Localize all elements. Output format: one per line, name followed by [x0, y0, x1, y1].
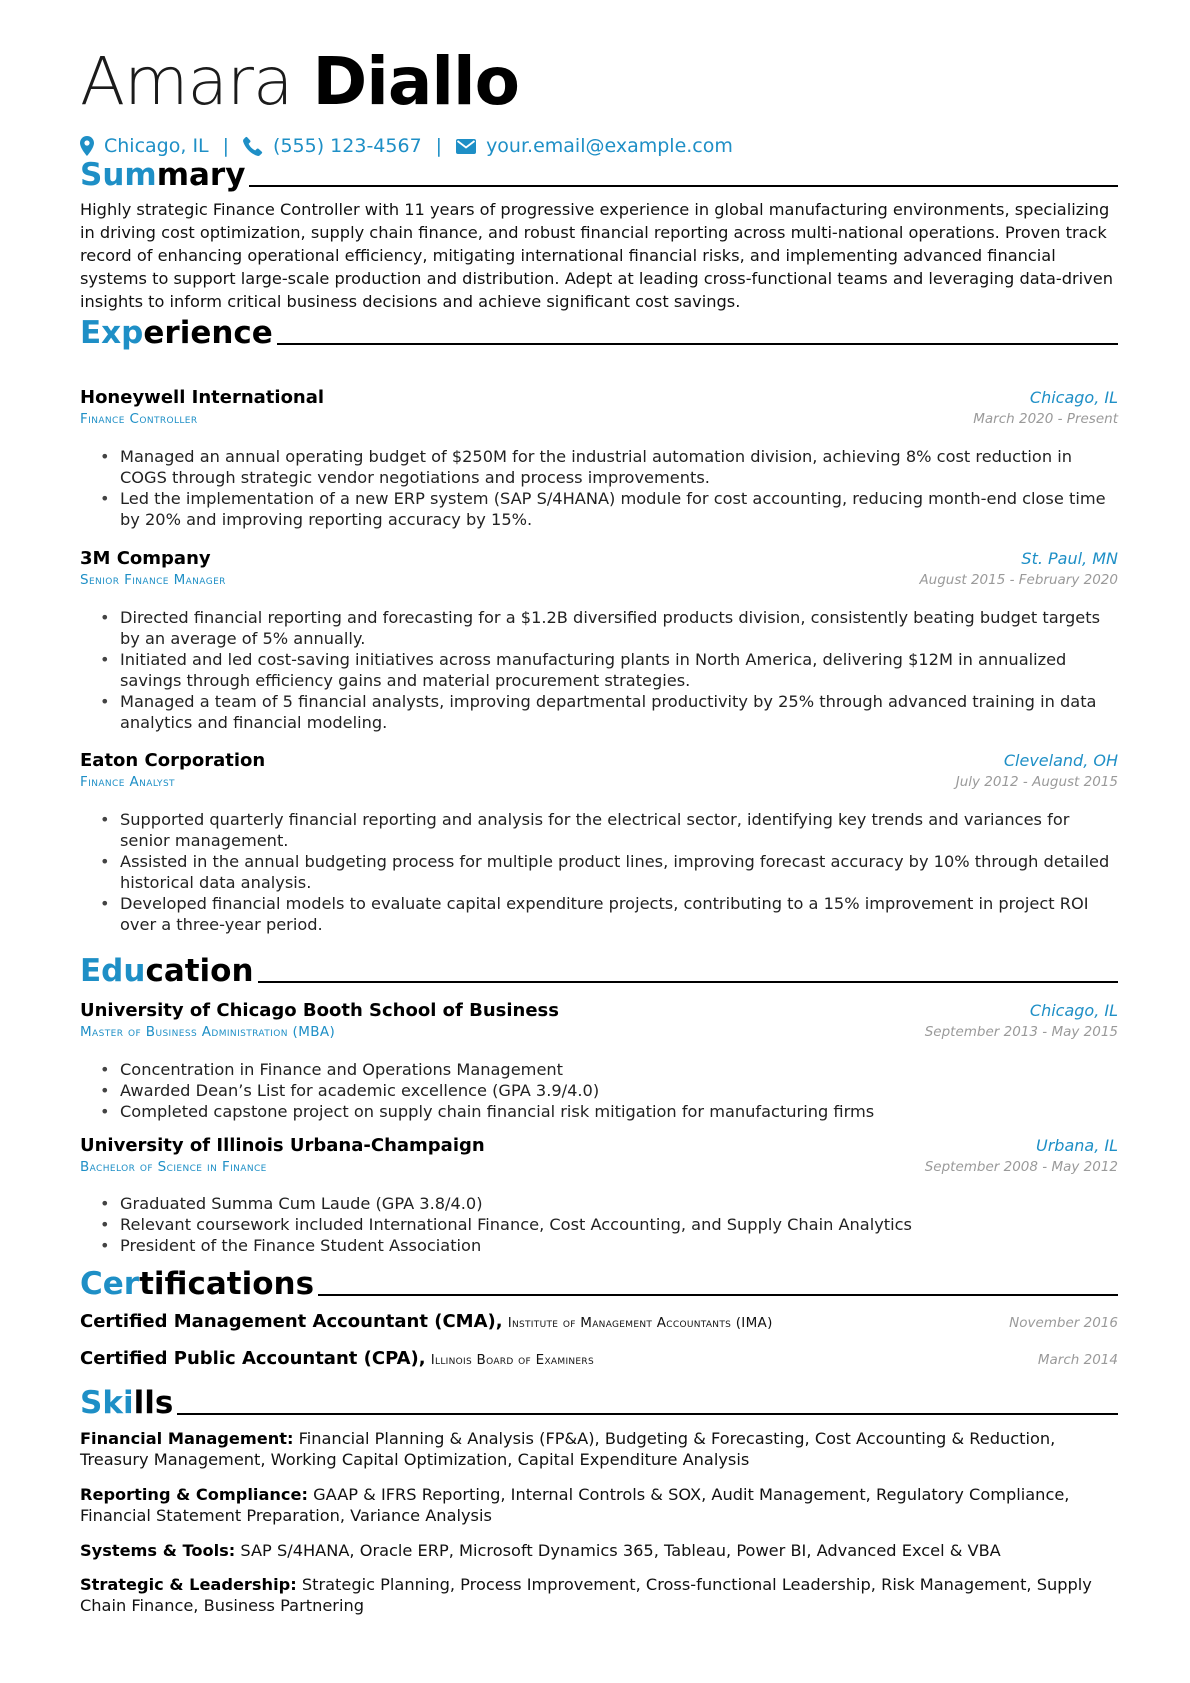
bullet-item: • Relevant coursework included International Finance, Cost Accounting, and Supply Chain Analytics [98, 1214, 1118, 1235]
skill-list: Strategic Planning, Process Improvement, Cross-functional Leadership, Risk Management, Supply Chain Finance, Business Partnering [80, 1575, 1092, 1615]
experience-heading-rest: erience [143, 315, 273, 351]
bullet-item: • Managed an annual operating budget of $250M for the industrial automation division, achieving 8% cost reduction in COGS through strategic vendor negotiations and process improvements. [98, 446, 1118, 488]
employer-name: Honeywell International [80, 387, 325, 408]
education-bullets [98, 1193, 1118, 1256]
certification-title: Certified Public Accountant (CPA) [80, 1348, 419, 1369]
employer-name: 3M Company [80, 548, 211, 569]
summary-heading [80, 154, 1118, 194]
bullet-item: • Completed capstone project on supply chain financial risk mitigation for manufacturing firms [98, 1101, 1118, 1122]
bullet-item: • Awarded Dean’s List for academic excellence (GPA 3.9/4.0) [98, 1080, 1118, 1101]
location-text: Chicago, IL [104, 135, 209, 157]
certification-date: November 2016 [1009, 1315, 1118, 1331]
section-rule [258, 981, 1118, 983]
experience-entry [80, 387, 1118, 433]
skill-list: Financial Planning & Analysis (FP&A), Budgeting & Forecasting, Cost Accounting & Reduction, Treasury Management, Working Capital Optimization, Capital Expenditure Analysis [80, 1429, 1056, 1469]
bullet-item: • Managed a team of 5 financial analysts, improving departmental productivity by 25% through advanced training in data analytics and financial modeling. [98, 691, 1118, 733]
degree: Bachelor of Science in Finance [80, 1159, 267, 1175]
skill-group [80, 1540, 1118, 1561]
bullet-item: • Developed financial models to evaluate capital expenditure projects, contributing to a 15% improvement in project ROI over a three-year period. [98, 893, 1118, 935]
education-bullets [98, 1059, 1118, 1122]
job-dates: August 2015 - February 2020 [919, 572, 1118, 588]
education-heading-accent: Edu [80, 953, 146, 989]
certifications-heading-rest: tifications [139, 1266, 315, 1302]
bullet-item: • Assisted in the annual budgeting process for multiple product lines, improving forecast accuracy by 10% through detailed historical data analysis. [98, 851, 1118, 893]
envelope-icon [456, 139, 476, 154]
education-entry [80, 1135, 1118, 1181]
skill-group [80, 1574, 1118, 1616]
education-heading-rest: cation [145, 953, 254, 989]
job-location: Cleveland, OH [1003, 751, 1118, 770]
contact-separator: | [435, 135, 443, 157]
section-rule [277, 343, 1118, 345]
school-name: University of Chicago Booth School of Business [80, 1000, 559, 1021]
education-heading [80, 950, 1118, 990]
experience-bullets [98, 607, 1118, 733]
bullet-item: • Initiated and led cost-saving initiatives across manufacturing plants in North America, delivering $12M in annualized savings through efficiency gains and material procurement strategies. [98, 649, 1118, 691]
bullet-item: • Directed financial reporting and forecasting for a $1.2B diversified products division, consistently beating budget targets by an average of 5% annually. [98, 607, 1118, 649]
bullet-item: • Led the implementation of a new ERP system (SAP S/4HANA) module for cost accounting, reducing month-end close time by 20% and improving reporting accuracy by 15%. [98, 488, 1118, 530]
section-rule [249, 185, 1118, 187]
bullet-item: • President of the Finance Student Association [98, 1235, 1118, 1256]
skills-heading-accent: Ski [80, 1385, 134, 1421]
first-name: Amara [80, 43, 293, 120]
skill-label: Systems & Tools: [80, 1541, 236, 1560]
job-title: Senior Finance Manager [80, 572, 226, 588]
skill-label: Financial Management: [80, 1429, 294, 1448]
certification-comma: , [418, 1348, 426, 1369]
skill-label: Reporting & Compliance: [80, 1485, 308, 1504]
certification-item [80, 1311, 1118, 1332]
school-dates: September 2013 - May 2015 [924, 1024, 1118, 1040]
school-name: University of Illinois Urbana-Champaign [80, 1135, 485, 1156]
bullet-item: • Concentration in Finance and Operations Management [98, 1059, 1118, 1080]
section-rule [177, 1413, 1118, 1415]
experience-entry [80, 750, 1118, 796]
skill-group [80, 1484, 1118, 1526]
summary-text: Highly strategic Finance Controller with 11 years of progressive experience in global manufacturing environments, specializing in driving cost optimization, supply chain finance, and robust financial reporting across multi-national operations. Proven track record of enhancing operational efficiency, mitigating international financial risks, and implementing advanced financial systems to support large-scale production and distribution. Adept at leading cross-functional teams and leveraging data-driven insights to inform critical business decisions and achieve significant cost savings. [80, 200, 1113, 311]
experience-bullets [98, 446, 1118, 530]
education-entry [80, 1000, 1118, 1046]
skill-group [80, 1428, 1118, 1470]
certification-comma: , [495, 1311, 503, 1332]
experience-heading-accent: Exp [80, 315, 144, 351]
school-location: Urbana, IL [1036, 1136, 1118, 1155]
skills-heading-rest: lls [133, 1385, 174, 1421]
section-rule [318, 1294, 1118, 1296]
job-dates: July 2012 - August 2015 [955, 774, 1118, 790]
employer-name: Eaton Corporation [80, 750, 266, 771]
experience-heading [80, 312, 1118, 352]
certifications-heading [80, 1263, 1118, 1303]
certification-issuer: Illinois Board of Examiners [430, 1352, 594, 1368]
last-name: Diallo [312, 43, 519, 120]
certification-issuer: Institute of Management Accountants (IMA) [507, 1315, 773, 1331]
school-location: Chicago, IL [1029, 1001, 1118, 1020]
experience-entry [80, 548, 1118, 594]
certification-title: Certified Management Accountant (CMA) [80, 1311, 496, 1332]
phone-icon [243, 136, 263, 156]
summary-heading-rest: mary [156, 157, 246, 193]
job-location: Chicago, IL [1029, 388, 1118, 407]
skill-list: GAAP & IFRS Reporting, Internal Controls & SOX, Audit Management, Regulatory Compliance, Financial Statement Preparation, Variance Analysis [80, 1485, 1070, 1525]
job-dates: March 2020 - Present [973, 411, 1118, 427]
skills-heading [80, 1382, 1118, 1422]
experience-bullets [98, 809, 1118, 935]
skill-label: Strategic & Leadership: [80, 1575, 297, 1594]
phone-text: (555) 123-4567 [273, 135, 422, 157]
email-link[interactable]: your.email@example.com [486, 135, 733, 157]
map-pin-icon [80, 136, 94, 156]
job-title: Finance Controller [80, 411, 198, 427]
skill-list: SAP S/4HANA, Oracle ERP, Microsoft Dynamics 365, Tableau, Power BI, Advanced Excel & VBA [240, 1541, 1001, 1560]
job-location: St. Paul, MN [1021, 549, 1118, 568]
certification-item [80, 1348, 1118, 1369]
full-name [80, 44, 519, 120]
certification-date: March 2014 [1037, 1352, 1118, 1368]
summary-heading-accent: Sum [80, 157, 157, 193]
contact-separator: | [222, 135, 230, 157]
bullet-item: • Graduated Summa Cum Laude (GPA 3.8/4.0) [98, 1193, 1118, 1214]
bullet-item: • Supported quarterly financial reporting and analysis for the electrical sector, identifying key trends and variances for senior management. [98, 809, 1118, 851]
certifications-heading-accent: Cer [80, 1266, 140, 1302]
job-title: Finance Analyst [80, 774, 175, 790]
degree: Master of Business Administration (MBA) [80, 1024, 336, 1040]
school-dates: September 2008 - May 2012 [924, 1159, 1118, 1175]
